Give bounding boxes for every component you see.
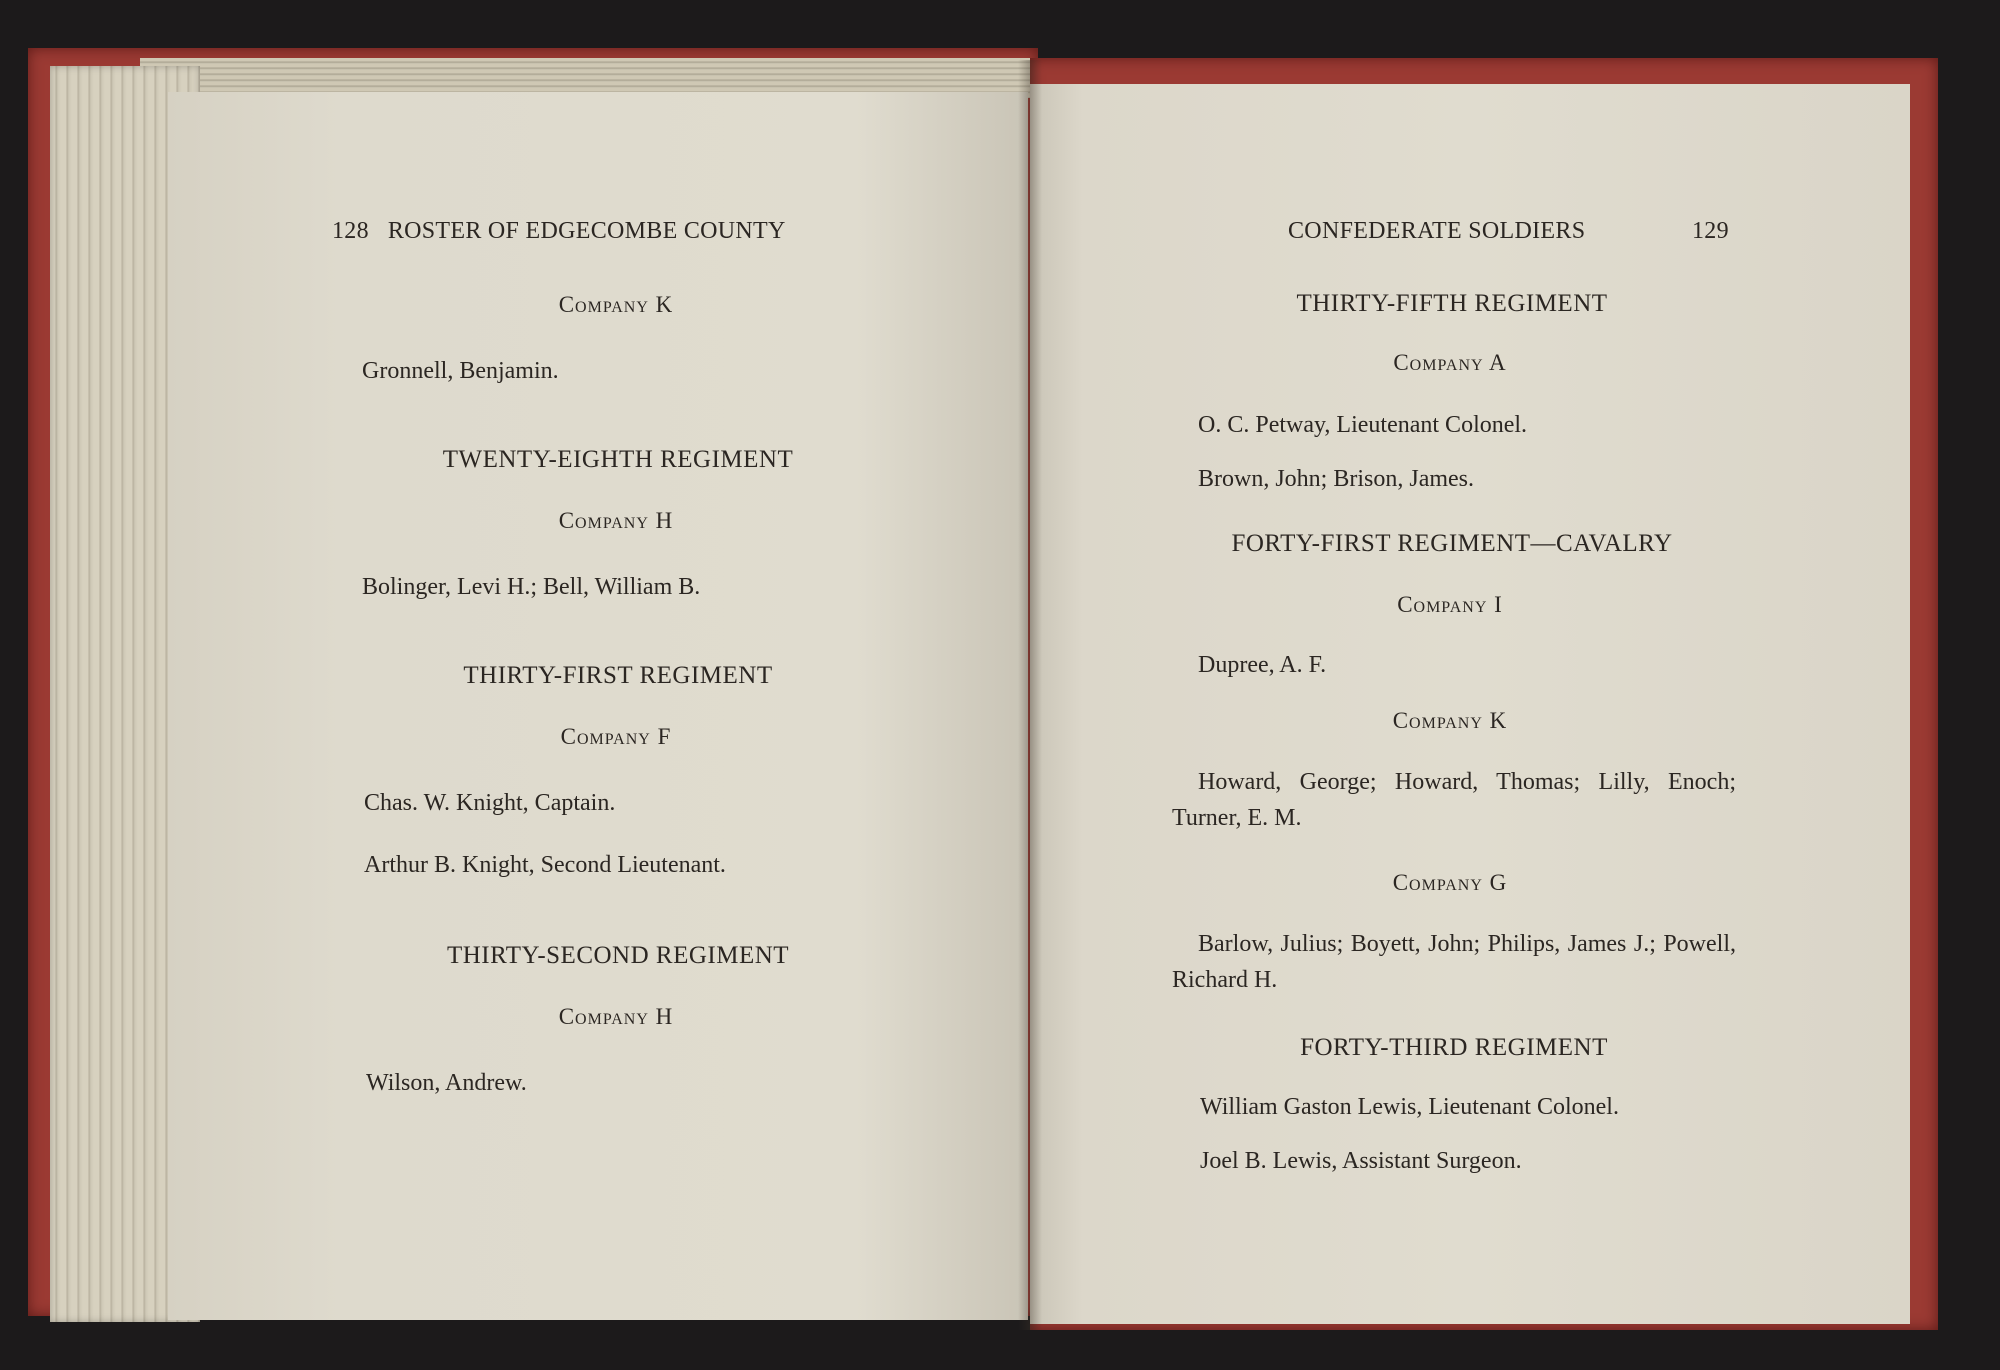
company-heading: Company F — [560, 724, 672, 749]
company-heading: Company K — [558, 292, 674, 317]
regiment-heading: THIRTY-FIFTH REGIMENT — [1296, 290, 1608, 317]
right-page-number: 129 — [1692, 218, 1729, 244]
company-heading: Company I — [1397, 592, 1503, 617]
roster-entry: Arthur B. Knight, Second Lieutenant. — [364, 852, 726, 878]
roster-entry: Dupree, A. F. — [1198, 652, 1327, 678]
company-heading: Company A — [1393, 350, 1507, 375]
roster-entry: Bolinger, Levi H.; Bell, William B. — [362, 574, 701, 600]
company-heading: Company H — [558, 508, 674, 533]
roster-entry: Barlow, Julius; Boyett, John; Philips, James J.; Powell, Richard H. — [1172, 931, 1736, 993]
roster-entry: Brown, John; Brison, James. — [1198, 466, 1474, 492]
company-heading: Company K — [1392, 708, 1508, 733]
right-running-head: CONFEDERATE SOLDIERS — [1288, 218, 1586, 244]
regiment-heading: FORTY-FIRST REGIMENT—CAVALRY — [1231, 530, 1673, 557]
roster-entry: O. C. Petway, Lieutenant Colonel. — [1198, 412, 1528, 438]
left-page-number: 128 — [332, 218, 369, 244]
roster-entry: Joel B. Lewis, Assistant Surgeon. — [1200, 1148, 1522, 1174]
left-running-head: ROSTER OF EDGECOMBE COUNTY — [387, 218, 786, 244]
roster-entry: Howard, George; Howard, Thomas; Lilly, Enoch; Turner, E. M. — [1172, 769, 1736, 831]
regiment-heading: TWENTY-EIGHTH REGIMENT — [442, 446, 794, 473]
roster-entry: William Gaston Lewis, Lieutenant Colonel. — [1200, 1094, 1619, 1120]
regiment-heading: THIRTY-SECOND REGIMENT — [446, 942, 790, 969]
roster-entry: Wilson, Andrew. — [366, 1070, 527, 1096]
left-page-header — [332, 218, 786, 245]
company-heading: Company H — [558, 1004, 674, 1029]
regiment-heading: FORTY-THIRD REGIMENT — [1300, 1034, 1608, 1061]
roster-entry: Gronnell, Benjamin. — [362, 358, 559, 384]
regiment-heading: THIRTY-FIRST REGIMENT — [463, 662, 773, 689]
roster-entry: Chas. W. Knight, Captain. — [364, 790, 616, 816]
company-heading: Company G — [1392, 870, 1508, 895]
